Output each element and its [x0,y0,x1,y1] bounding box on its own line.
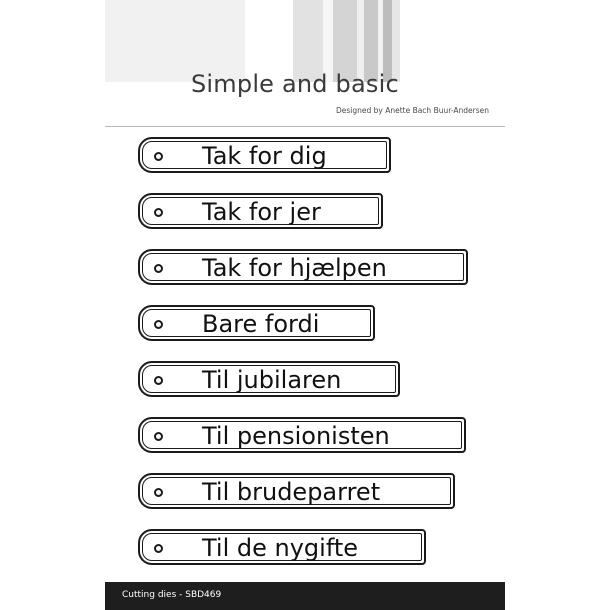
hole-icon [154,152,163,161]
tag-label: Tak for jer [202,198,321,226]
tag-die [138,473,455,509]
brand-title: Simple and basic [191,70,399,98]
hole-icon [154,432,163,441]
hole-icon [154,376,163,385]
hole-icon [154,488,163,497]
tag-die [138,137,391,173]
designer-credit: Designed by Anette Bach Buur-Andersen [335,106,489,115]
divider [105,126,505,127]
tag-label: Til de nygifte [202,534,359,562]
hole-icon [154,544,163,553]
product-code: Cutting dies - SBD469 [122,590,222,600]
tag-label: Til brudeparret [202,478,381,506]
tag-label: Til pensionisten [202,422,390,450]
footer-bar [105,582,505,610]
hole-icon [154,320,163,329]
tag-label: Til jubilaren [202,366,342,394]
tag-die [138,249,468,285]
tag-die [138,361,400,397]
hole-icon [154,264,163,273]
tag-label: Bare fordi [202,310,320,338]
tag-die [138,305,375,341]
tag-die [138,193,383,229]
tag-label: Tak for hjælpen [202,254,387,282]
tag-label: Tak for dig [202,142,327,170]
tag-die [138,417,466,453]
tag-die [138,529,426,565]
hole-icon [154,208,163,217]
